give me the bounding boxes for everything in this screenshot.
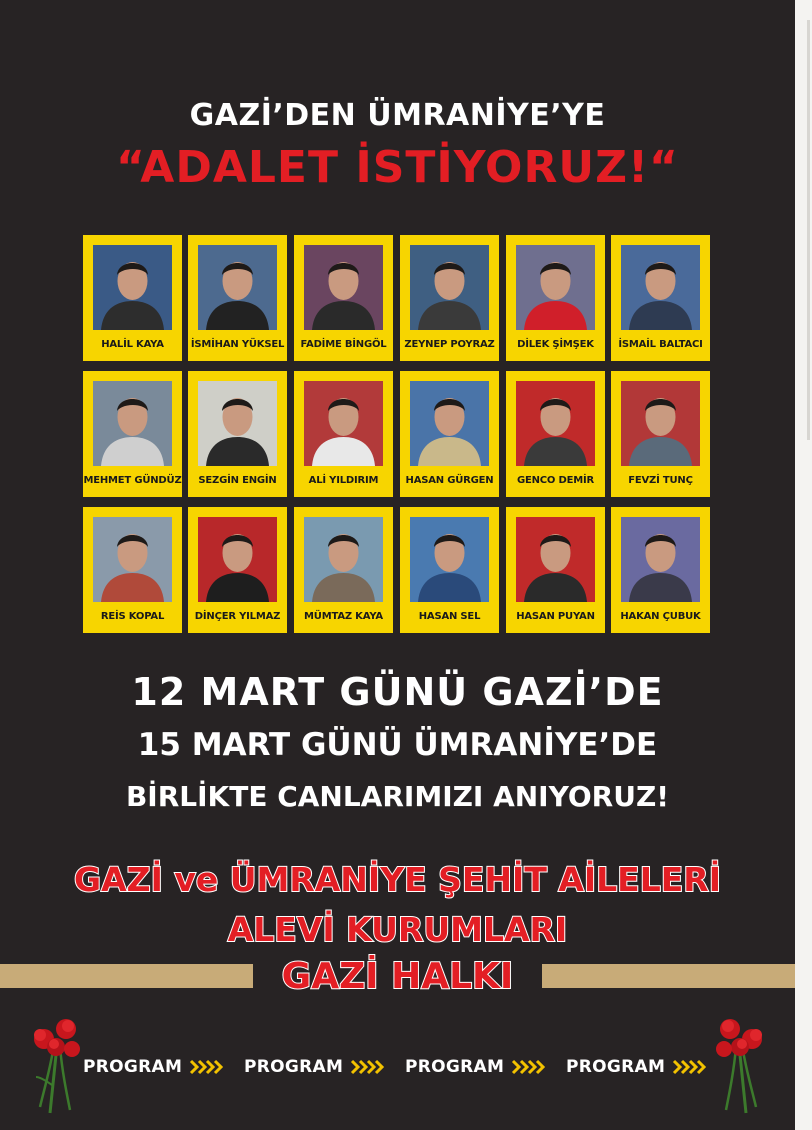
victim-name: FEVZİ TUNÇ [628, 475, 693, 486]
portrait-photo [410, 517, 489, 602]
program-label: PROGRAM [566, 1057, 666, 1077]
victim-name: HASAN SEL [418, 611, 481, 622]
portrait-photo [516, 381, 595, 466]
victim-card [400, 235, 499, 361]
victim-name: FADİME BİNGÖL [300, 339, 387, 350]
victim-card [611, 371, 710, 497]
program-item [405, 1052, 551, 1082]
portrait-photo [621, 245, 700, 330]
portrait-photo [410, 245, 489, 330]
program-item [83, 1052, 229, 1082]
portrait-photo [93, 245, 172, 330]
chevron-arrows-icon [189, 1059, 229, 1075]
organizer-alevi-institutions: ALEVİ KURUMLARI [227, 910, 568, 949]
victim-card [83, 371, 182, 497]
portrait-photo [93, 517, 172, 602]
victim-card [506, 235, 605, 361]
program-label: PROGRAM [83, 1057, 183, 1077]
portrait-photo [304, 517, 383, 602]
victim-card [400, 507, 499, 633]
victim-card [83, 507, 182, 633]
event-line-commemorate: BİRLİKTE CANLARIMIZI ANIYORUZ! [125, 780, 670, 813]
portrait-photo [621, 381, 700, 466]
program-label: PROGRAM [405, 1057, 505, 1077]
portrait-photo [198, 517, 277, 602]
victim-card [294, 371, 393, 497]
victim-name: İSMAİL BALTACI [618, 339, 703, 350]
organizer-gazi-people: GAZİ HALKI [281, 956, 514, 997]
victim-name: ZEYNEP POYRAZ [404, 339, 495, 350]
victim-name: MÜMTAZ KAYA [304, 611, 383, 622]
victim-card [188, 235, 287, 361]
victim-name: HALİL KAYA [101, 339, 164, 350]
portrait-photo [621, 517, 700, 602]
chevron-arrows-icon [350, 1059, 390, 1075]
program-item [566, 1052, 712, 1082]
program-strip [0, 1052, 795, 1082]
victim-card [294, 507, 393, 633]
victim-name: GENCO DEMİR [516, 475, 595, 486]
victim-name: DİNÇER YILMAZ [194, 611, 281, 622]
victim-name: DİLEK ŞİMŞEK [517, 339, 594, 350]
page-edge-line [807, 20, 810, 440]
poster-slogan: “ADALET İSTİYORUZ!“ [116, 142, 679, 193]
victim-name: HASAN GÜRGEN [405, 475, 494, 486]
program-label: PROGRAM [244, 1057, 344, 1077]
victim-name: İSMİHAN YÜKSEL [190, 339, 285, 350]
poster-heading: GAZİ’DEN ÜMRANİYE’YE [189, 98, 606, 133]
portrait-photo [198, 381, 277, 466]
portrait-photo [198, 245, 277, 330]
victim-card [188, 507, 287, 633]
portrait-photo [516, 245, 595, 330]
portrait-photo [304, 381, 383, 466]
event-line-umraniye: 15 MART GÜNÜ ÜMRANİYE’DE [137, 727, 658, 763]
portrait-photo [516, 517, 595, 602]
victim-card [83, 235, 182, 361]
victim-card [611, 507, 710, 633]
portrait-photo [410, 381, 489, 466]
victim-name: ALİ YILDIRIM [308, 475, 379, 486]
victim-card [506, 507, 605, 633]
victim-name: REİS KOPAL [100, 611, 165, 622]
chevron-arrows-icon [511, 1059, 551, 1075]
victim-name: HAKAN ÇUBUK [620, 611, 701, 622]
victim-card [188, 371, 287, 497]
portrait-photo [93, 381, 172, 466]
victim-card [400, 371, 499, 497]
portrait-photo [304, 245, 383, 330]
program-item [244, 1052, 390, 1082]
victim-card [294, 235, 393, 361]
victim-card [611, 235, 710, 361]
victim-name: SEZGİN ENGİN [198, 475, 277, 486]
event-line-gazi: 12 MART GÜNÜ GAZİ’DE [131, 670, 664, 714]
victim-name: HASAN PUYAN [516, 611, 595, 622]
victim-card [506, 371, 605, 497]
organizer-families: GAZİ ve ÜMRANİYE ŞEHİT AİLELERİ [74, 860, 721, 899]
victim-name: MEHMET GÜNDÜZ [83, 475, 182, 486]
chevron-arrows-icon [672, 1059, 712, 1075]
